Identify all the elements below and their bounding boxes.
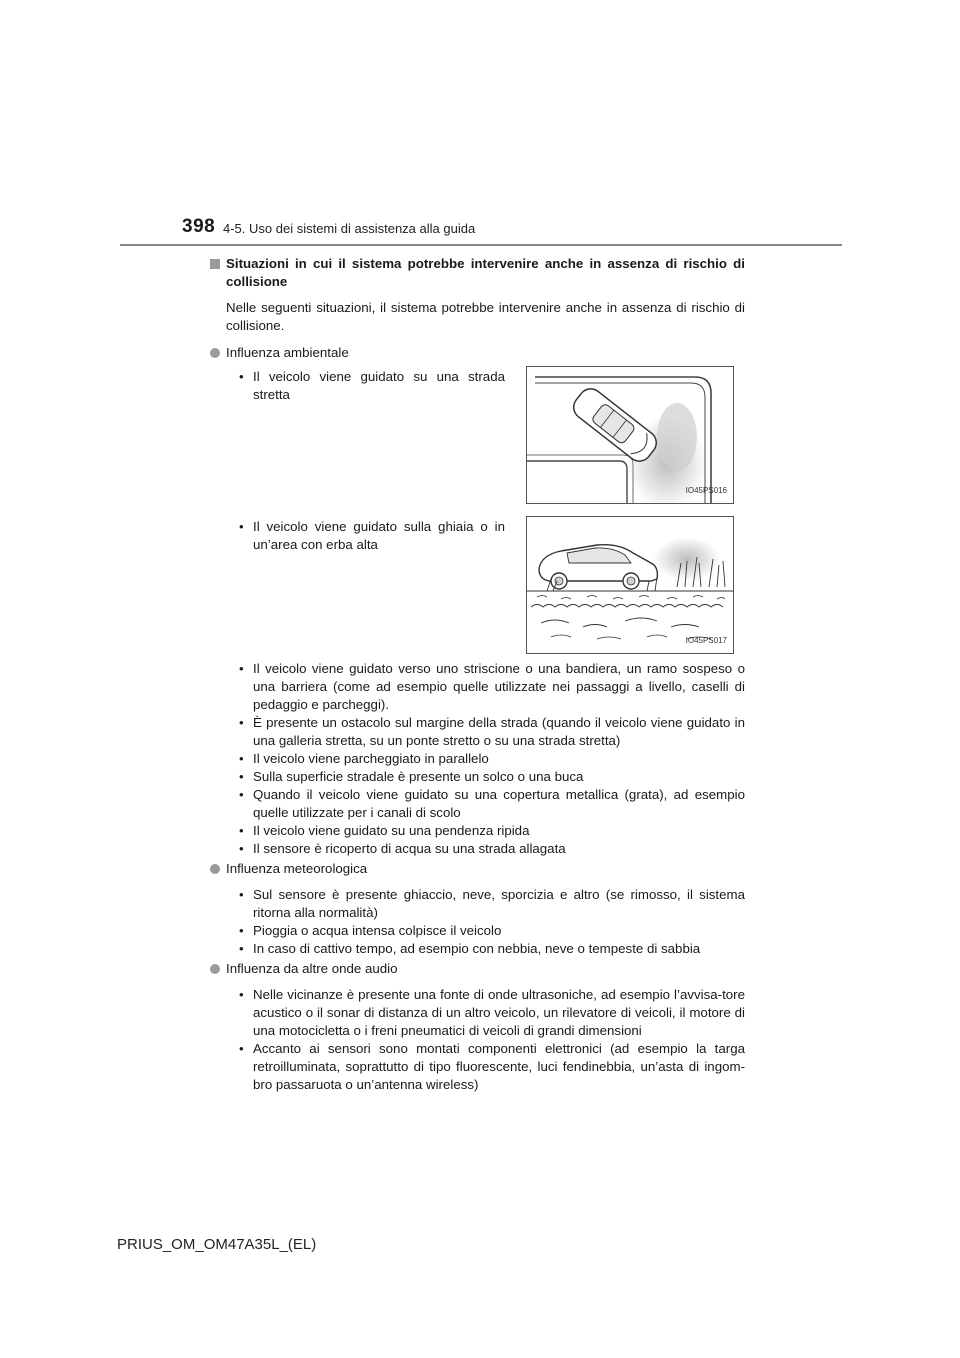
figure-item: [210, 364, 745, 514]
list-item: • Il sensore è ricoperto di acqua su una strada allagata: [253, 840, 745, 858]
list-item: • Il veicolo viene guidato verso uno striscione o una bandiera, un ramo sospeso o una barriera (come ad esempio quelle utilizzate nei passaggi a livello, caselli di pedaggio e parcheggi).: [253, 660, 745, 714]
section-title: [210, 255, 745, 291]
page-number: 398: [182, 216, 216, 237]
category-heading: Influenza meteorologica: [226, 861, 368, 876]
weather-list: [210, 886, 745, 958]
list-item: • Sulla superficie stradale è presente un solco o una buca: [253, 768, 745, 786]
section-intro: Nelle seguenti situazioni, il sistema potrebbe intervenire anche in assenza di rischio di collisione.: [226, 300, 745, 333]
section-header: 4-5. Uso dei sistemi di assistenza alla guida: [223, 221, 476, 236]
circle-bullet-icon: [210, 864, 220, 874]
circle-bullet-icon: [210, 964, 220, 974]
circle-bullet-icon: [210, 348, 220, 358]
page-content: [210, 255, 745, 1094]
figure-code: IO45PS017: [685, 636, 727, 645]
gravel-grass-illustration: [526, 516, 734, 654]
header-divider: [120, 244, 842, 246]
category-audio: [210, 960, 745, 978]
figure-code: IO45PS016: [685, 486, 727, 495]
environment-list: [210, 660, 745, 858]
list-item: • È presente un ostacolo sul margine della strada (quando il veicolo viene guidato in una galleria stretta, su un ponte stretto o su una strada stretta): [253, 714, 745, 750]
category-heading: Influenza ambientale: [226, 345, 349, 360]
section-title-text: Situazioni in cui il sistema potrebbe intervenire anche in assenza di rischio di collisione: [226, 256, 745, 289]
category-weather: [210, 860, 745, 878]
figure-item: [210, 514, 745, 664]
list-item: • Pioggia o acqua intensa colpisce il veicolo: [253, 922, 745, 940]
list-item: • Nelle vicinanze è presente una fonte di onde ultrasoniche, ad esempio l’avvisa-tore acustico o il sonar di distanza di un altro veicolo, un rilevatore di veicoli, il motore di una motocicletta o i freni pneumatici di veicoli di grandi dimensioni: [253, 986, 745, 1040]
category-heading: Influenza da altre onde audio: [226, 961, 398, 976]
list-item: • Quando il veicolo viene guidato su una copertura metallica (grata), ad esempio quelle utilizzate per i canali di scolo: [253, 786, 745, 822]
list-item: • Il veicolo viene parcheggiato in parallelo: [253, 750, 745, 768]
list-item: • Il veicolo viene guidato su una strada stretta: [253, 368, 505, 404]
list-item: • Il veicolo viene guidato sulla ghiaia o in un’area con erba alta: [253, 518, 505, 554]
list-item: • Accanto ai sensori sono montati componenti elettronici (ad esempio la targa retroilluminata, soprattutto di tipo fluorescente, luci fendinebbia, un’asta di ingom-bro passaruota o un’antenna wireless): [253, 1040, 745, 1094]
category-environment: [210, 344, 745, 362]
audio-list: [210, 986, 745, 1094]
square-bullet-icon: [210, 259, 220, 269]
list-item: • Il veicolo viene guidato su una pendenza ripida: [253, 822, 745, 840]
document-code: PRIUS_OM_OM47A35L_(EL): [117, 1236, 317, 1253]
list-item: • Sul sensore è presente ghiaccio, neve, sporcizia e altro (se rimosso, il sistema ritorna alla normalità): [253, 886, 745, 922]
narrow-road-illustration: [526, 366, 734, 504]
list-item: • In caso di cattivo tempo, ad esempio con nebbia, neve o tempeste di sabbia: [253, 940, 745, 958]
